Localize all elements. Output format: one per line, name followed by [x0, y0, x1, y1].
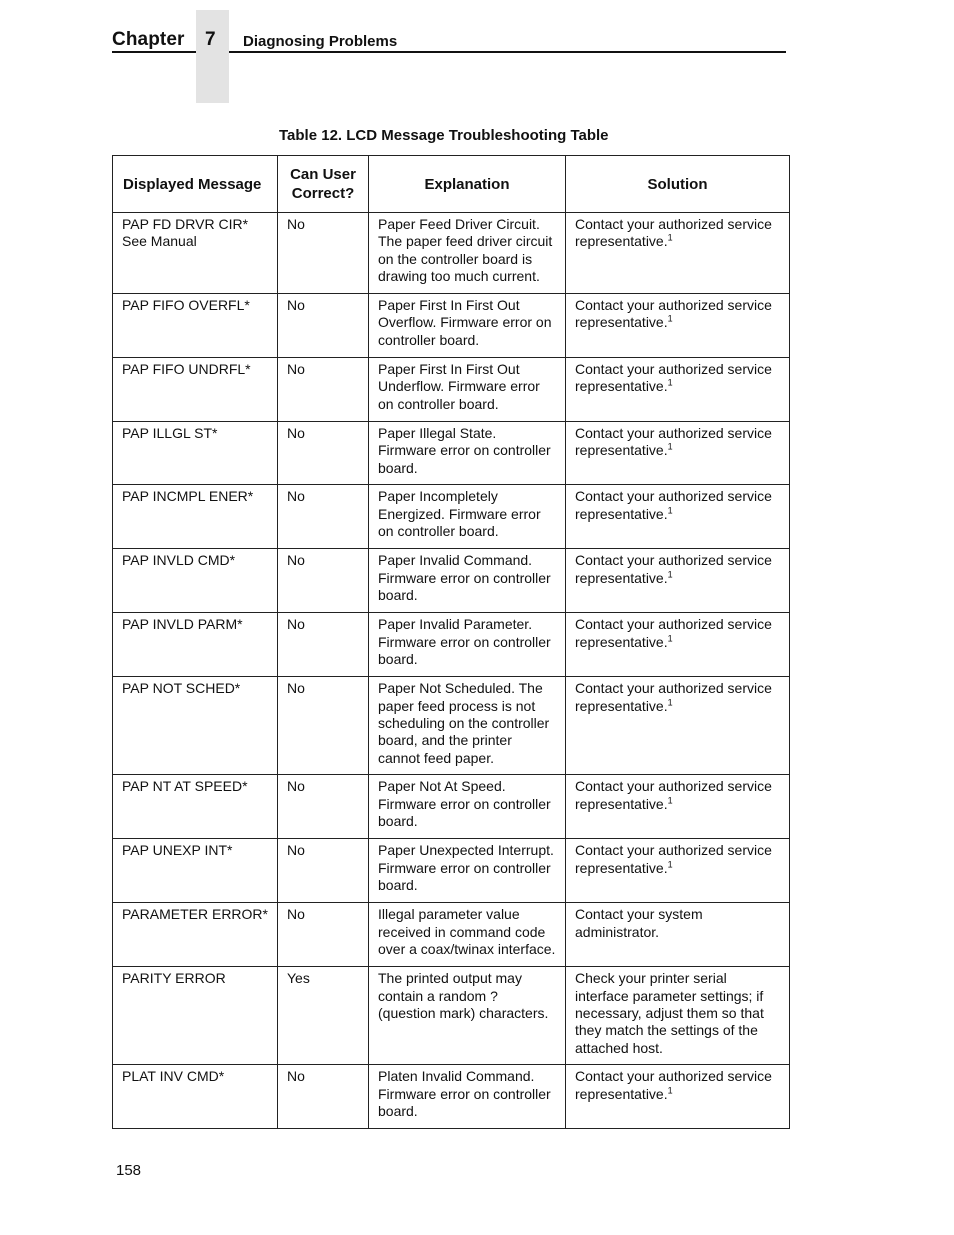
- table-row: [113, 358, 790, 422]
- lcd-message-table: [112, 155, 790, 1129]
- cell-displayed-message: [113, 213, 278, 294]
- cell-displayed-message: [113, 967, 278, 1065]
- column-header-can-user-correct: Can User Correct?: [278, 156, 369, 213]
- cell-explanation-text: Paper Not Scheduled. The paper feed process is not scheduling on the controller board, and the printer cannot feed paper.: [378, 680, 550, 766]
- footnote-marker: 1: [667, 696, 673, 707]
- footnote-marker: 1: [667, 313, 673, 324]
- cell-displayed-message-text: PAP FIFO OVERFL*: [122, 297, 250, 313]
- cell-solution-text: Contact your authorized service representative.: [575, 552, 772, 586]
- cell-can-user-correct: [278, 967, 369, 1065]
- table-row: [113, 213, 790, 294]
- cell-can-user-correct-text: No: [287, 616, 305, 633]
- cell-solution: [566, 294, 790, 358]
- cell-explanation: [369, 677, 566, 775]
- header-rule-left: [112, 51, 196, 53]
- cell-can-user-correct-text: No: [287, 1068, 305, 1085]
- cell-solution-text: Contact your authorized service representative.: [575, 616, 772, 650]
- cell-can-user-correct: [278, 213, 369, 294]
- cell-explanation: [369, 839, 566, 903]
- cell-explanation: [369, 294, 566, 358]
- cell-displayed-message-text: PAP FD DRVR CIR* See Manual: [122, 216, 249, 250]
- cell-explanation-text: Paper First In First Out Overflow. Firmware error on controller board.: [378, 297, 552, 348]
- table-header-row: [113, 156, 790, 213]
- cell-can-user-correct-text: No: [287, 361, 305, 377]
- cell-can-user-correct: [278, 775, 369, 839]
- cell-explanation: [369, 422, 566, 485]
- cell-explanation-text: Illegal parameter value received in command code over a coax/twinax interface.: [378, 906, 556, 958]
- table-row: [113, 549, 790, 613]
- cell-explanation: [369, 613, 566, 677]
- cell-solution-text: Contact your authorized service representative.: [575, 361, 772, 395]
- cell-explanation-text: Paper Unexpected Interrupt. Firmware error on controller board.: [378, 842, 554, 894]
- cell-can-user-correct: [278, 839, 369, 903]
- table-body: [113, 213, 790, 1129]
- cell-solution: [566, 485, 790, 549]
- page-number: 158: [116, 1162, 142, 1179]
- column-header-solution: Solution: [566, 156, 790, 213]
- cell-displayed-message-text: PAP NOT SCHED*: [122, 680, 241, 697]
- cell-displayed-message: [113, 839, 278, 903]
- cell-can-user-correct-text: Yes: [287, 970, 310, 987]
- column-header-displayed-message: Displayed Message: [113, 156, 278, 213]
- cell-explanation: [369, 967, 566, 1065]
- table-caption: Table 12. LCD Message Troubleshooting Table: [279, 127, 609, 144]
- cell-explanation-text: Paper Invalid Command. Firmware error on controller board.: [378, 552, 551, 604]
- cell-can-user-correct: [278, 613, 369, 677]
- cell-solution-text: Contact your authorized service representative.: [575, 680, 772, 714]
- cell-can-user-correct: [278, 422, 369, 485]
- cell-solution-text: Contact your authorized service representative.: [575, 778, 772, 812]
- cell-displayed-message: [113, 549, 278, 613]
- footnote-marker: 1: [667, 504, 673, 515]
- cell-solution-text: Contact your authorized service representative.: [575, 216, 772, 250]
- cell-displayed-message: [113, 677, 278, 775]
- footnote-marker: 1: [667, 859, 673, 869]
- cell-can-user-correct-text: No: [287, 488, 305, 505]
- cell-can-user-correct-text: No: [287, 425, 305, 441]
- cell-solution-text: Contact your authorized service representative.: [575, 297, 772, 331]
- table-row: [113, 839, 790, 903]
- cell-displayed-message-text: PAP INCMPL ENER*: [122, 488, 254, 505]
- cell-can-user-correct: [278, 677, 369, 775]
- cell-explanation-text: Paper Invalid Parameter. Firmware error on controller board.: [378, 616, 551, 668]
- cell-explanation-text: Paper Feed Driver Circuit. The paper feed driver circuit on the controller board is drawing too much current.: [378, 216, 553, 285]
- cell-solution: [566, 213, 790, 294]
- cell-displayed-message-text: PAP FIFO UNDRFL*: [122, 361, 251, 377]
- header-rule-right: [229, 51, 786, 53]
- table-row: [113, 422, 790, 485]
- cell-can-user-correct-text: No: [287, 778, 305, 795]
- cell-can-user-correct-text: No: [287, 680, 305, 697]
- table-row: [113, 775, 790, 839]
- cell-can-user-correct-text: No: [287, 216, 305, 232]
- column-header-explanation: Explanation: [369, 156, 566, 213]
- cell-displayed-message: [113, 294, 278, 358]
- table-row: [113, 967, 790, 1065]
- footnote-marker: 1: [667, 568, 673, 579]
- cell-displayed-message-text: PAP ILLGL ST*: [122, 425, 218, 441]
- cell-explanation: [369, 358, 566, 422]
- section-title: Diagnosing Problems: [243, 33, 398, 50]
- cell-solution: [566, 549, 790, 613]
- cell-can-user-correct-text: No: [287, 842, 305, 859]
- footnote-marker: 1: [667, 232, 673, 243]
- cell-can-user-correct: [278, 358, 369, 422]
- cell-displayed-message-text: PARITY ERROR: [122, 970, 226, 987]
- cell-can-user-correct-text: No: [287, 297, 305, 313]
- cell-explanation-text: Platen Invalid Command. Firmware error on controller board.: [378, 1068, 551, 1120]
- cell-displayed-message: [113, 775, 278, 839]
- cell-explanation-text: Paper Illegal State. Firmware error on controller board.: [378, 425, 551, 476]
- cell-can-user-correct: [278, 294, 369, 358]
- footnote-marker: 1: [667, 441, 673, 452]
- table-row: [113, 294, 790, 358]
- cell-displayed-message: [113, 613, 278, 677]
- cell-can-user-correct-text: No: [287, 906, 305, 923]
- cell-displayed-message: [113, 1065, 278, 1129]
- footnote-marker: 1: [667, 1085, 673, 1096]
- cell-solution-text: Contact your authorized service representative.: [575, 425, 772, 459]
- chapter-number: 7: [205, 29, 216, 50]
- chapter-label: Chapter: [112, 29, 185, 50]
- cell-can-user-correct: [278, 485, 369, 549]
- table-row: [113, 485, 790, 549]
- cell-solution-text: Contact your authorized service representative.: [575, 1068, 772, 1102]
- table-row: [113, 1065, 790, 1129]
- footnote-marker: 1: [667, 377, 673, 388]
- cell-can-user-correct-text: No: [287, 552, 305, 569]
- cell-solution: [566, 613, 790, 677]
- cell-displayed-message: [113, 422, 278, 485]
- cell-can-user-correct: [278, 549, 369, 613]
- cell-displayed-message-text: PLAT INV CMD*: [122, 1068, 225, 1085]
- cell-explanation-text: Paper First In First Out Underflow. Firmware error on controller board.: [378, 361, 540, 412]
- chapter-tab: [196, 10, 229, 103]
- cell-solution: [566, 967, 790, 1065]
- cell-explanation-text: The printed output may contain a random ? (question mark) characters.: [378, 970, 549, 1022]
- footnote-marker: 1: [667, 632, 673, 643]
- cell-solution: [566, 677, 790, 775]
- cell-explanation-text: Paper Incompletely Energized. Firmware error on controller board.: [378, 488, 541, 540]
- cell-can-user-correct: [278, 903, 369, 967]
- cell-can-user-correct: [278, 1065, 369, 1129]
- cell-solution-text: Check your printer serial interface parameter settings; if necessary, adjust them so that they match the settings of the attached host.: [575, 970, 764, 1056]
- cell-displayed-message-text: PAP UNEXP INT*: [122, 842, 233, 859]
- cell-explanation: [369, 213, 566, 294]
- cell-explanation: [369, 549, 566, 613]
- cell-solution: [566, 839, 790, 903]
- cell-solution-text: Contact your system administrator.: [575, 906, 703, 940]
- cell-solution: [566, 775, 790, 839]
- cell-displayed-message-text: PAP INVLD CMD*: [122, 552, 236, 569]
- cell-displayed-message: [113, 903, 278, 967]
- cell-solution-text: Contact your authorized service representative.: [575, 488, 772, 522]
- table-row: [113, 677, 790, 775]
- footnote-marker: 1: [667, 795, 673, 805]
- cell-solution: [566, 903, 790, 967]
- cell-explanation: [369, 485, 566, 549]
- cell-displayed-message-text: PARAMETER ERROR*: [122, 906, 268, 923]
- cell-explanation-text: Paper Not At Speed. Firmware error on controller board.: [378, 778, 551, 830]
- cell-explanation: [369, 775, 566, 839]
- table-row: [113, 613, 790, 677]
- cell-solution: [566, 358, 790, 422]
- cell-explanation: [369, 1065, 566, 1129]
- cell-explanation: [369, 903, 566, 967]
- table-row: [113, 903, 790, 967]
- cell-solution-text: Contact your authorized service representative.: [575, 842, 772, 876]
- cell-solution: [566, 1065, 790, 1129]
- cell-displayed-message-text: PAP INVLD PARM*: [122, 616, 243, 633]
- cell-displayed-message: [113, 358, 278, 422]
- cell-displayed-message: [113, 485, 278, 549]
- cell-displayed-message-text: PAP NT AT SPEED*: [122, 778, 248, 795]
- cell-solution: [566, 422, 790, 485]
